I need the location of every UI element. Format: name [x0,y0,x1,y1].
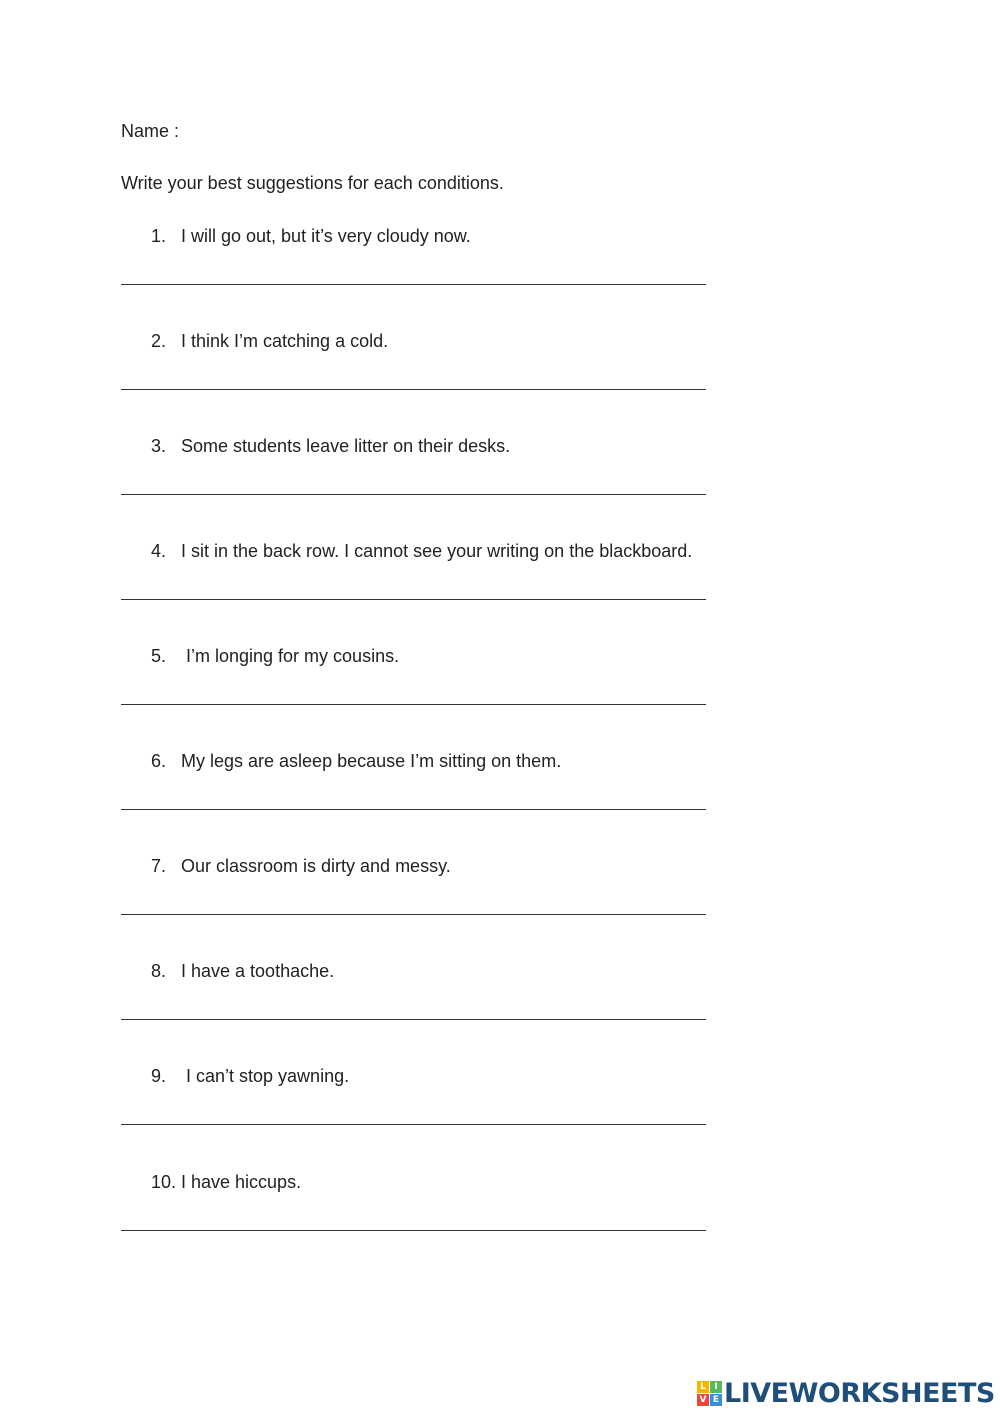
answer-line[interactable] [121,284,706,285]
answer-line[interactable] [121,1019,706,1020]
logo-text: LIVEWORKSHEETS [724,1377,995,1409]
question-text: I think I’m catching a cold. [181,331,389,351]
question-text: I can’t stop yawning. [186,1066,350,1086]
question-item [0,856,1000,961]
question-item [0,226,1000,331]
question-item [0,751,1000,856]
logo-letter-i: I [710,1381,722,1393]
question-number: 1. [151,226,167,246]
answer-line[interactable] [121,914,706,915]
question-number: 6. [151,751,167,771]
answer-line[interactable] [121,599,706,600]
question-text: I sit in the back row. I cannot see your writing on the blackboard. [181,541,693,561]
name-label: Name : [121,121,180,141]
answer-line[interactable] [121,1124,706,1125]
question-text: I have a toothache. [181,961,335,981]
question-number: 9. [151,1066,167,1086]
answer-line[interactable] [121,1230,706,1231]
question-item [0,436,1000,541]
logo-letter-v: V [697,1394,709,1406]
answer-line[interactable] [121,704,706,705]
logo-letter-l: L [697,1381,709,1393]
question-number: 8. [151,961,167,981]
question-number: 10. [151,1172,177,1192]
question-text: I have hiccups. [181,1172,302,1192]
question-number: 3. [151,436,167,456]
liveworksheets-logo[interactable] [697,1377,995,1409]
instructions: Write your best suggestions for each conditions. [121,173,504,193]
question-item [0,541,1000,646]
question-item [0,961,1000,1066]
question-number: 5. [151,646,167,666]
logo-mark-icon [697,1381,722,1406]
question-number: 2. [151,331,167,351]
answer-line[interactable] [121,389,706,390]
question-text: I will go out, but it’s very cloudy now. [181,226,471,246]
question-text: Some students leave litter on their desks. [181,436,511,456]
question-item [0,1172,1000,1277]
question-text: My legs are asleep because I’m sitting on them. [181,751,562,771]
logo-letter-e: E [710,1394,722,1406]
question-item [0,1066,1000,1171]
question-item [0,331,1000,436]
question-text: Our classroom is dirty and messy. [181,856,451,876]
answer-line[interactable] [121,809,706,810]
question-item [0,646,1000,751]
question-text: I’m longing for my cousins. [186,646,400,666]
question-number: 4. [151,541,167,561]
answer-line[interactable] [121,494,706,495]
question-number: 7. [151,856,167,876]
